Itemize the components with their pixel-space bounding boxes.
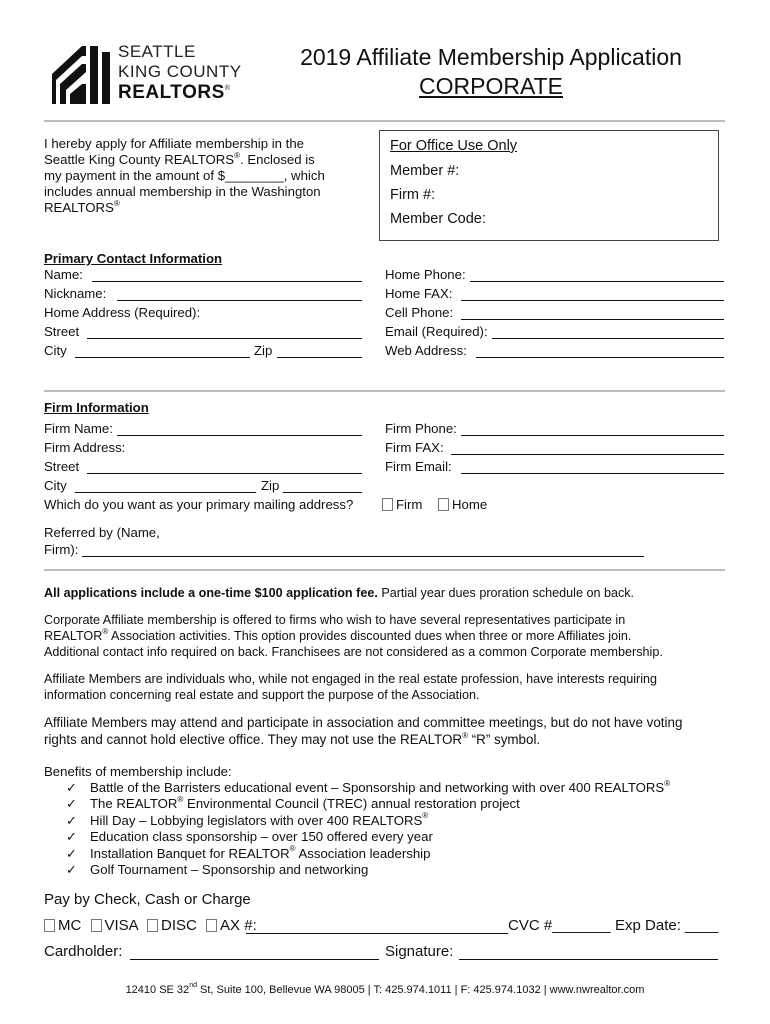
firm-address-label: Firm Address:: [44, 440, 126, 455]
intro-line-2: [44, 152, 325, 168]
benefit-text: The REALTOR: [90, 796, 178, 812]
referred-by-field[interactable]: [82, 556, 644, 557]
footer-addr-sup: nd: [189, 982, 197, 990]
name-label: Name:: [44, 267, 83, 282]
zip-field[interactable]: [277, 357, 362, 358]
reg-mark: ®: [177, 795, 184, 805]
mailing-option-firm[interactable]: [382, 497, 422, 513]
email-label: Email (Required):: [385, 324, 488, 339]
logo-line-realtors: [118, 83, 230, 103]
home-fax-field[interactable]: [461, 300, 724, 301]
fee-note-rest: Partial year dues proration schedule on back.: [377, 586, 635, 600]
visa-checkbox[interactable]: [91, 919, 102, 932]
home-fax-label: Home FAX:: [385, 286, 453, 301]
reg-mark: ®: [422, 811, 429, 821]
benefit-text: Installation Banquet for REALTOR: [90, 845, 290, 861]
intro-line-2b: . Enclosed is: [240, 152, 315, 167]
email-field[interactable]: [492, 338, 724, 339]
benefit-text: Battle of the Barristers educational event – Sponsorship and networking with over 400 REALTORS: [90, 780, 665, 795]
checkmark-icon: ✓: [66, 780, 78, 795]
firm-number-label: Firm #:: [390, 187, 436, 203]
benefit-text: Education class sponsorship – over 150 offered every year: [90, 829, 433, 845]
intro-line-5: [44, 200, 325, 216]
cell-phone-label: Cell Phone:: [385, 305, 454, 320]
intro-line-2a: Seattle King County REALTORS: [44, 152, 235, 167]
voting-line-2a: rights and cannot hold elective office. They may not use the REALTOR: [44, 732, 463, 747]
fee-note-bold: All applications include a one-time $100 application fee.: [44, 586, 378, 600]
firm-street-field[interactable]: [87, 473, 362, 474]
reg-mark: ®: [234, 150, 240, 160]
benefit-text-tail: Association leadership: [295, 845, 431, 861]
intro-paragraph: [44, 136, 325, 216]
nickname-field[interactable]: [117, 300, 362, 301]
reg-mark: ®: [102, 626, 109, 636]
logo-line-king-county: KING COUNTY: [118, 62, 242, 81]
firm-checkbox[interactable]: [382, 498, 393, 511]
benefit-text-tail: Environmental Council (TREC) annual restoration project: [183, 796, 520, 812]
checkmark-icon: ✓: [66, 862, 78, 878]
reg-mark: ®: [113, 198, 120, 208]
benefits-heading: Benefits of membership include:: [44, 764, 232, 779]
street-label: Street: [44, 324, 80, 339]
signature-label: Signature:: [385, 943, 454, 960]
logo-line-seattle: SEATTLE: [118, 42, 196, 61]
disc-checkbox[interactable]: [147, 919, 158, 932]
logo: [52, 44, 262, 106]
logo-reg-mark: ®: [224, 84, 231, 92]
corporate-line-3: Additional contact info required on back. Franchisees are not considered as a common Corporate membership.: [44, 645, 663, 659]
mc-label: MC: [58, 917, 82, 934]
firm-email-field[interactable]: [461, 473, 724, 474]
affiliate-paragraph: [44, 671, 657, 703]
cvc-label[interactable]: CVC #_______: [508, 917, 611, 934]
home-address-label: Home Address (Required):: [44, 305, 201, 320]
corporate-paragraph: [44, 612, 663, 660]
footer-address: [0, 983, 770, 997]
cell-phone-field[interactable]: [461, 319, 724, 320]
firm-zip-label: Zip: [261, 478, 280, 493]
benefit-item: [66, 846, 670, 862]
referred-by-label-2: Firm):: [44, 542, 79, 557]
mc-checkbox[interactable]: [44, 919, 55, 932]
card-type-row: [44, 917, 257, 935]
home-phone-label: Home Phone:: [385, 267, 466, 282]
intro-line-5-text: REALTORS: [44, 200, 114, 215]
office-use-title: For Office Use Only: [390, 138, 518, 154]
signature-field[interactable]: [459, 959, 718, 960]
affiliate-line-2: information concerning real estate and support the purpose of the Association.: [44, 688, 480, 702]
benefits-list: [66, 780, 670, 878]
member-number-label: Member #:: [390, 163, 460, 179]
firm-city-label: City: [44, 478, 67, 493]
checkmark-icon: ✓: [66, 812, 78, 828]
mailing-address-question: Which do you want as your primary mailing address?: [44, 497, 354, 512]
mailing-option-firm-label: Firm: [396, 497, 423, 512]
house-logo-icon: [52, 44, 112, 104]
benefit-item: [66, 796, 670, 812]
mailing-option-home-label: Home: [452, 497, 488, 512]
benefit-item: [66, 813, 670, 829]
card-number-label: AX #:: [220, 917, 257, 934]
ax-checkbox[interactable]: [206, 919, 217, 932]
reg-mark: ®: [289, 844, 296, 854]
intro-line-1: I hereby apply for Affiliate membership in the: [44, 136, 304, 151]
page-subtitle: CORPORATE: [419, 73, 563, 99]
home-phone-field[interactable]: [470, 281, 724, 282]
firm-name-label: Firm Name:: [44, 421, 113, 436]
member-code-label: Member Code:: [390, 211, 486, 227]
divider-top: [44, 120, 725, 122]
benefit-text: Hill Day – Lobbying legislators with over 400 REALTORS: [90, 812, 423, 828]
web-address-label: Web Address:: [385, 343, 467, 358]
mailing-option-home[interactable]: [438, 497, 487, 513]
web-address-field[interactable]: [476, 357, 724, 358]
benefit-item: [66, 780, 670, 796]
footer-addr-b: St, Suite 100, Bellevue WA 98005 | T: 425.974.1011 | F: 425.974.1032 | www.nwrealtor.com: [196, 984, 645, 996]
firm-city-field[interactable]: [75, 492, 256, 493]
corporate-line-2: [44, 628, 663, 644]
voting-line-1: Affiliate Members may attend and participate in association and committee meetings, but do not have voting: [44, 715, 683, 730]
reg-mark: ®: [462, 730, 468, 740]
primary-contact-heading: Primary Contact Information: [44, 251, 223, 266]
name-field[interactable]: [92, 281, 362, 282]
affiliate-line-1: Affiliate Members are individuals who, while not engaged in the real estate profession, have interests requiring: [44, 672, 658, 686]
divider-firm: [44, 569, 725, 571]
city-label: City: [44, 343, 67, 358]
corporate-line-2b: Association activities. This option provides discounted dues when three or more Affiliates join.: [108, 629, 632, 643]
firm-fax-label: Firm FAX:: [385, 440, 444, 455]
firm-street-label: Street: [44, 459, 80, 474]
exp-date-label[interactable]: Exp Date: ____: [615, 917, 719, 934]
card-number-field[interactable]: [246, 933, 508, 934]
voting-paragraph: [44, 714, 682, 748]
checkmark-icon: ✓: [66, 796, 78, 812]
city-field[interactable]: [75, 357, 250, 358]
zip-label: Zip: [254, 343, 273, 358]
divider-primary: [44, 390, 725, 392]
intro-line-4: includes annual membership in the Washington: [44, 184, 321, 199]
payment-heading: Pay by Check, Cash or Charge: [44, 891, 251, 908]
checkmark-icon: ✓: [66, 845, 78, 861]
firm-email-label: Firm Email:: [385, 459, 452, 474]
intro-line-3: my payment in the amount of $________, which: [44, 168, 325, 183]
firm-name-field[interactable]: [117, 435, 362, 436]
cardholder-label: Cardholder:: [44, 943, 123, 960]
home-checkbox[interactable]: [438, 498, 449, 511]
checkmark-icon: ✓: [66, 829, 78, 845]
benefit-item: [66, 862, 670, 878]
corporate-line-2a: REALTOR: [44, 629, 103, 643]
benefit-text: Golf Tournament – Sponsorship and networking: [90, 862, 369, 878]
disc-label: DISC: [161, 917, 197, 934]
office-use-box: [379, 130, 719, 241]
firm-phone-field[interactable]: [461, 435, 724, 436]
firm-fax-field[interactable]: [451, 454, 724, 455]
cardholder-field[interactable]: [130, 959, 379, 960]
benefit-item: [66, 829, 670, 845]
fee-note: [44, 585, 634, 601]
corporate-line-1: Corporate Affiliate membership is offered to firms who wish to have several representatives participate in: [44, 613, 626, 627]
visa-label: VISA: [104, 917, 138, 934]
firm-info-heading: Firm Information: [44, 400, 149, 415]
voting-line-2b: “R” symbol.: [467, 732, 541, 747]
logo-realtors-text: REALTORS: [118, 82, 225, 103]
firm-zip-field[interactable]: [283, 492, 362, 493]
referred-by-label-1: Referred by (Name,: [44, 525, 160, 540]
nickname-label: Nickname:: [44, 286, 107, 301]
page-title: 2019 Affiliate Membership Application: [300, 44, 682, 70]
footer-addr-a: 12410 SE 32: [125, 984, 190, 996]
voting-line-2: [44, 731, 682, 748]
firm-phone-label: Firm Phone:: [385, 421, 457, 436]
reg-mark: ®: [664, 778, 671, 788]
street-field[interactable]: [87, 338, 362, 339]
